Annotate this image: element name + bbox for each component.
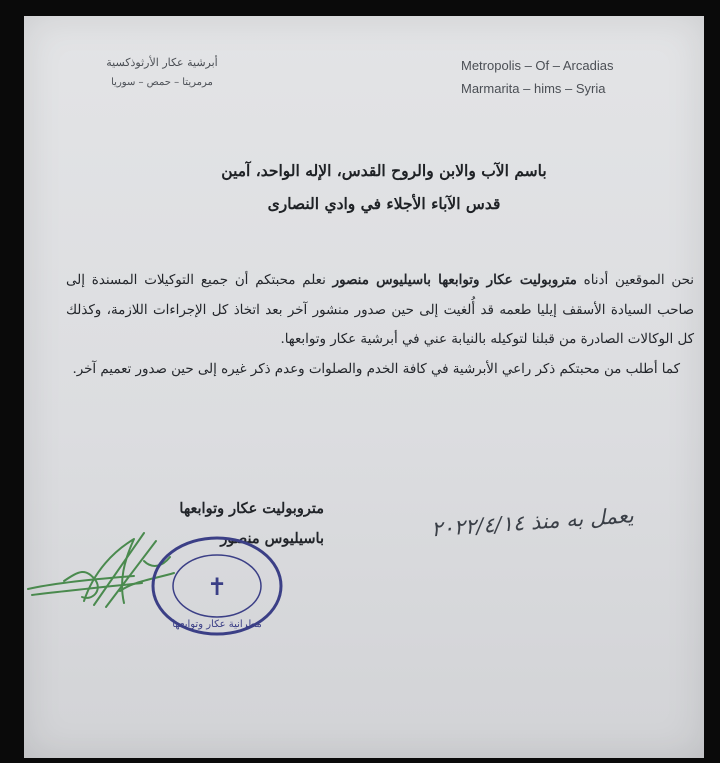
letterhead-arabic <box>82 56 242 88</box>
letter-body <box>66 266 694 384</box>
letter-sheet <box>24 16 704 758</box>
body-paragraph-1-start: نحن الموقعين أدناه <box>576 273 694 288</box>
invocation-line-2: قدس الآباء الأجلاء في وادي النصارى <box>267 194 501 213</box>
letterhead-arabic-location: مرمريتا – حمص – سوريا <box>111 77 213 88</box>
letterhead-arabic-name: أبرشية عكار الأرثوذكسية <box>106 56 218 69</box>
body-paragraph-1 <box>66 266 694 355</box>
signature-title: متروبوليت عكار وتوابعها <box>179 500 324 517</box>
handwritten-note: يعمل به منذ ٢٠٢٢/٤/١٤ <box>430 503 635 542</box>
body-paragraph-1-rest: نعلم محبتكم أن جميع التوكيلات المسندة إلى صاحب السيادة الأسقف إيليا طعمه قد أُلغيت إلى حين صدور منشور آخر بعد اتخاذ كل الإجراءات اللازمة، وكذلك كل الوكالات الصادرة من قبلنا لتوكيله بالنيابة عني في أبرشية عكار وتوابعها. <box>66 273 694 347</box>
official-seal <box>148 531 286 641</box>
body-paragraph-1-signatory: متروبوليت عكار وتوابعها باسيليوس منصور <box>332 272 577 288</box>
signature-name: باسيليوس منصور <box>220 530 324 547</box>
invocation-heading <box>174 154 594 220</box>
letterhead-english-name: Metropolis – Of – Arcadias <box>461 58 614 73</box>
letterhead-english-location: Marmarita – hims – Syria <box>461 81 606 96</box>
letterhead-english <box>461 54 613 100</box>
seal-ring-text: مطرانية عكار وتوابعها <box>172 619 262 630</box>
seal-cross-icon: ✝ <box>206 573 228 601</box>
invocation-line-1: باسم الآب والابن والروح القدس، الإله الواحد، آمين <box>221 161 547 180</box>
body-paragraph-2: كما أطلب من محبتكم ذكر راعي الأبرشية في كافة الخدم والصلوات وعدم ذكر غيره إلى حين صدور تعميم آخر. <box>72 361 680 377</box>
